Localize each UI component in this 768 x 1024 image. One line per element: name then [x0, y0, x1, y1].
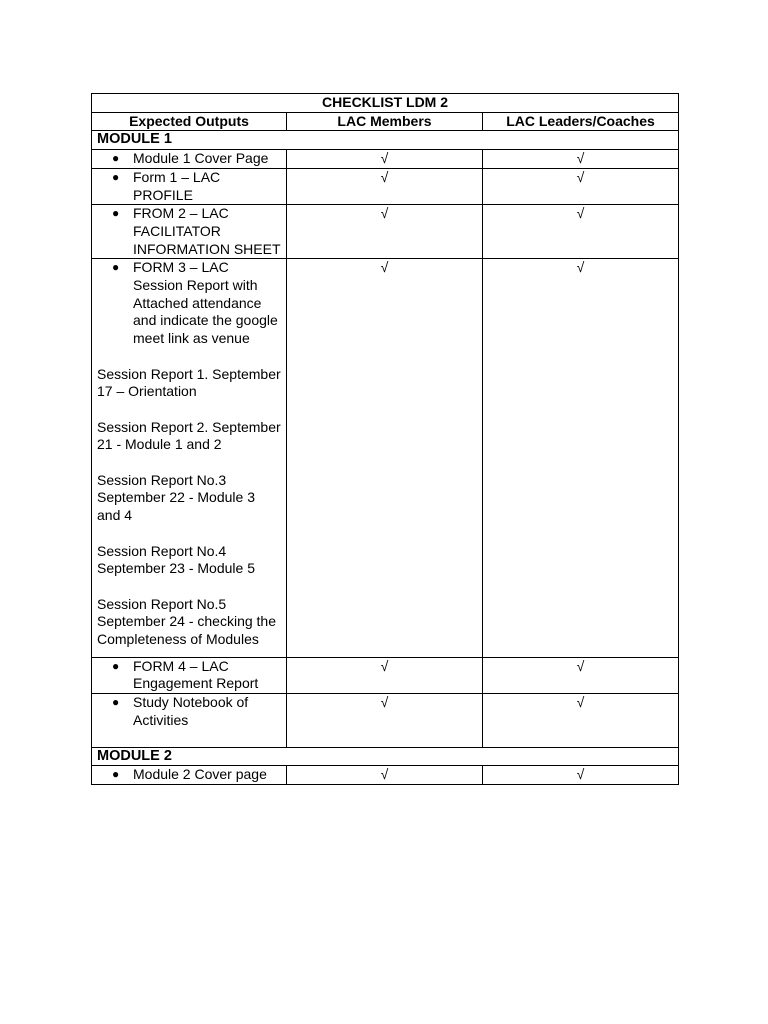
- session-report: Session Report No.3 September 22 - Module 3 and 4: [97, 471, 255, 524]
- item-label: FORM 4 – LAC Engagement Report: [133, 657, 259, 692]
- item-label: Form 1 – LAC PROFILE: [133, 168, 221, 203]
- module-1-heading: MODULE 1: [92, 131, 679, 150]
- table-row: [92, 657, 679, 693]
- table-row: [92, 259, 679, 657]
- check-mark: √: [287, 150, 483, 169]
- check-mark: √: [483, 259, 679, 657]
- check-mark: √: [483, 150, 679, 169]
- session-report: Session Report No.5 September 24 - checking the Completeness of Modules: [97, 595, 276, 648]
- list-item: [92, 694, 287, 747]
- check-mark: √: [483, 205, 679, 259]
- bullet-icon: ●: [112, 658, 120, 673]
- table-row: [92, 766, 679, 785]
- item-label: FORM 3 – LAC Session Report with Attached attendance and indicate the google meet link as venue: [133, 259, 278, 347]
- list-item: [92, 766, 287, 785]
- check-mark: √: [287, 168, 483, 204]
- table-row: [92, 168, 679, 204]
- header-lac-leaders: LAC Leaders/Coaches: [483, 112, 679, 131]
- bullet-icon: ●: [112, 260, 120, 275]
- module-2-heading: MODULE 2: [92, 747, 679, 766]
- check-mark: √: [287, 766, 483, 785]
- item-label: FROM 2 – LAC FACILITATOR INFORMATION SHEET: [133, 205, 281, 257]
- check-mark: √: [287, 205, 483, 259]
- module-row: [92, 747, 679, 766]
- bullet-icon: ●: [112, 767, 120, 782]
- table-row: [92, 150, 679, 169]
- bullet-icon: ●: [112, 695, 120, 710]
- check-mark: √: [483, 657, 679, 693]
- session-report: Session Report 2. September 21 - Module 1 and 2: [97, 418, 281, 453]
- bullet-icon: ●: [112, 169, 120, 184]
- check-mark: √: [483, 766, 679, 785]
- list-item: [92, 259, 287, 657]
- bullet-icon: ●: [112, 151, 120, 166]
- header-row: [92, 112, 679, 131]
- item-label: Study Notebook of Activities: [133, 694, 249, 728]
- table-row: [92, 694, 679, 747]
- table-row: [92, 205, 679, 259]
- list-item: [92, 205, 287, 259]
- item-label: Module 1 Cover Page: [133, 150, 269, 167]
- check-mark: √: [483, 694, 679, 747]
- session-report: Session Report 1. September 17 – Orientation: [97, 365, 281, 400]
- module-row: [92, 131, 679, 150]
- table-title: CHECKLIST LDM 2: [92, 94, 679, 113]
- list-item: [92, 657, 287, 693]
- header-lac-members: LAC Members: [287, 112, 483, 131]
- check-mark: √: [287, 259, 483, 657]
- check-mark: √: [287, 694, 483, 747]
- check-mark: √: [287, 657, 483, 693]
- list-item: [92, 150, 287, 169]
- session-report-list: [97, 366, 281, 649]
- session-report: Session Report No.4 September 23 - Module 5: [97, 542, 255, 577]
- item-label: Module 2 Cover page: [133, 766, 267, 783]
- checklist-table: [91, 93, 679, 785]
- bullet-icon: ●: [112, 206, 120, 221]
- title-row: [92, 94, 679, 113]
- header-expected-outputs: Expected Outputs: [92, 112, 287, 131]
- list-item: [92, 168, 287, 204]
- check-mark: √: [483, 168, 679, 204]
